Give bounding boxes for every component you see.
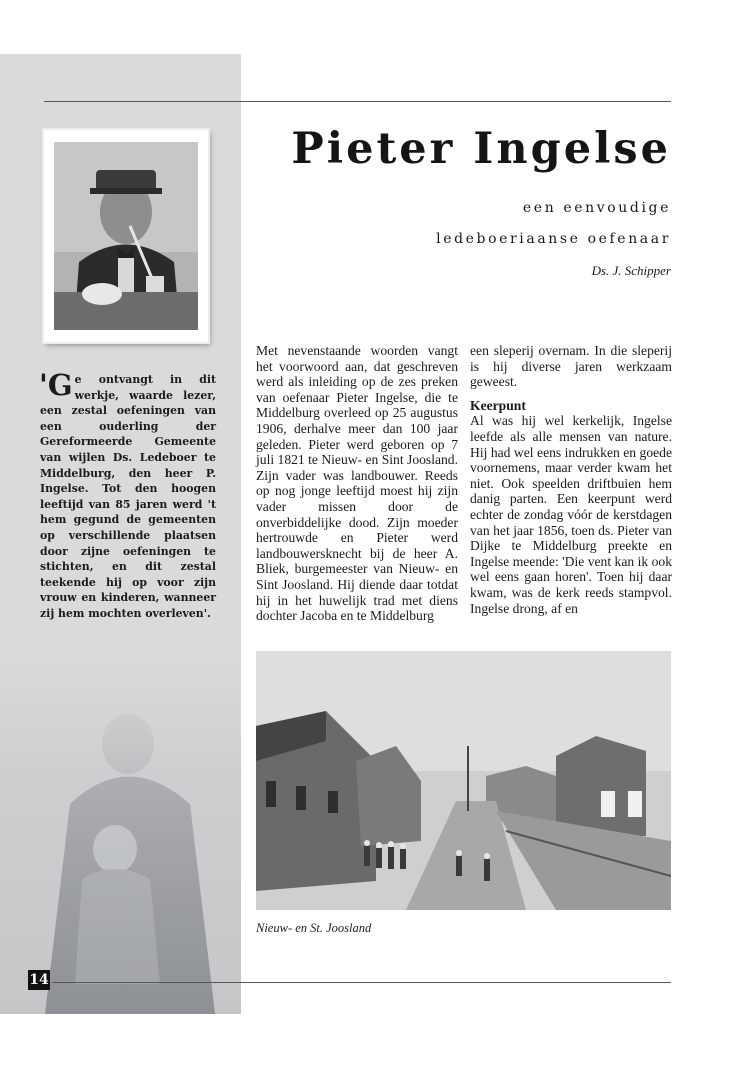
photo-caption: Nieuw- en St. Joosland bbox=[256, 921, 372, 935]
quote-text: e ontvangt in dit werkje, waarde lezer, een zestal oefeningen van een ouderling der Gereformeerde Gemeente van wijlen Ds. Ledeboer te Middelburg, den heer P. Ingelse. Tot den hoogen leeftijd van 85 jaren werd 't hem gegund de gemeenten op verschillende plaatsen door zijne oefeningen te stichten, en dit zestal teekende hij op voor zijn vrouw en kinderen, wanneer zij hem mochten overleven'. bbox=[40, 373, 216, 620]
top-rule bbox=[44, 101, 671, 102]
body-paragraph: een sleperij overnam. In die sleperij is hij diverse jaren werkzaam geweest. bbox=[470, 343, 672, 390]
section-heading: Keerpunt bbox=[470, 397, 526, 413]
village-street-photo bbox=[256, 651, 671, 910]
article-subtitle-line1: een eenvoudige bbox=[522, 200, 671, 216]
body-column-right bbox=[470, 343, 672, 616]
bottom-rule bbox=[52, 982, 671, 983]
portrait-photo-frame bbox=[44, 130, 208, 342]
quote-dropcap: 'G bbox=[39, 368, 73, 402]
body-column-left bbox=[256, 343, 458, 624]
body-paragraph: Met nevenstaande woorden vangt het voorwoord aan, dat geschreven werd als inleiding op de zes preken van oefenaar Pieter Ingelse, die te Middelburg overleed op 25 augustus 1906, derhalve meer dan 100 jaar geleden. Pieter werd geboren op 7 juli 1821 te Nieuw- en Sint Joosland. Zijn vader was landbouwer. Reeds op nog jonge leeftijd moest hij zijn vader missen door de onverbiddelijke dood. Zijn moeder hertrouwde en Pieter werd landbouwersknecht bij de heer A. Bliek, burgemeester van Nieuw- en Sint Joosland. Hij diende daar totdat hij in het huwelijk trad met diens dochter Jacoba en te Middelburg bbox=[256, 343, 459, 624]
article-title: Pieter Ingelse bbox=[291, 124, 671, 174]
body-paragraph: Al was hij wel kerkelijk, Ingelse leefde als alle mensen van nature. Hij had wel eens indrukken en goede voornemens, maar verder kwam het niet. Ook speelden driftbuien hem danig parten. Een keerpunt werd echter de zondag vóór de kerstdagen van het jaar 1856, toen ds. Pieter van Dijke te Middelburg preekte en Ingelse meende: 'Die vent kan ik ook wel eens gaan horen'. Toen hij daar kwam, was de kerk reeds stampvol. Ingelse drong, af en bbox=[470, 413, 672, 616]
sidebar-faded-photo bbox=[0, 654, 241, 1014]
pull-quote bbox=[39, 368, 216, 622]
page-number: 14 bbox=[29, 972, 49, 988]
article-subtitle-line2: ledeboeriaanse oefenaar bbox=[436, 231, 671, 247]
portrait-photo bbox=[54, 142, 198, 330]
article-author: Ds. J. Schipper bbox=[591, 263, 671, 278]
